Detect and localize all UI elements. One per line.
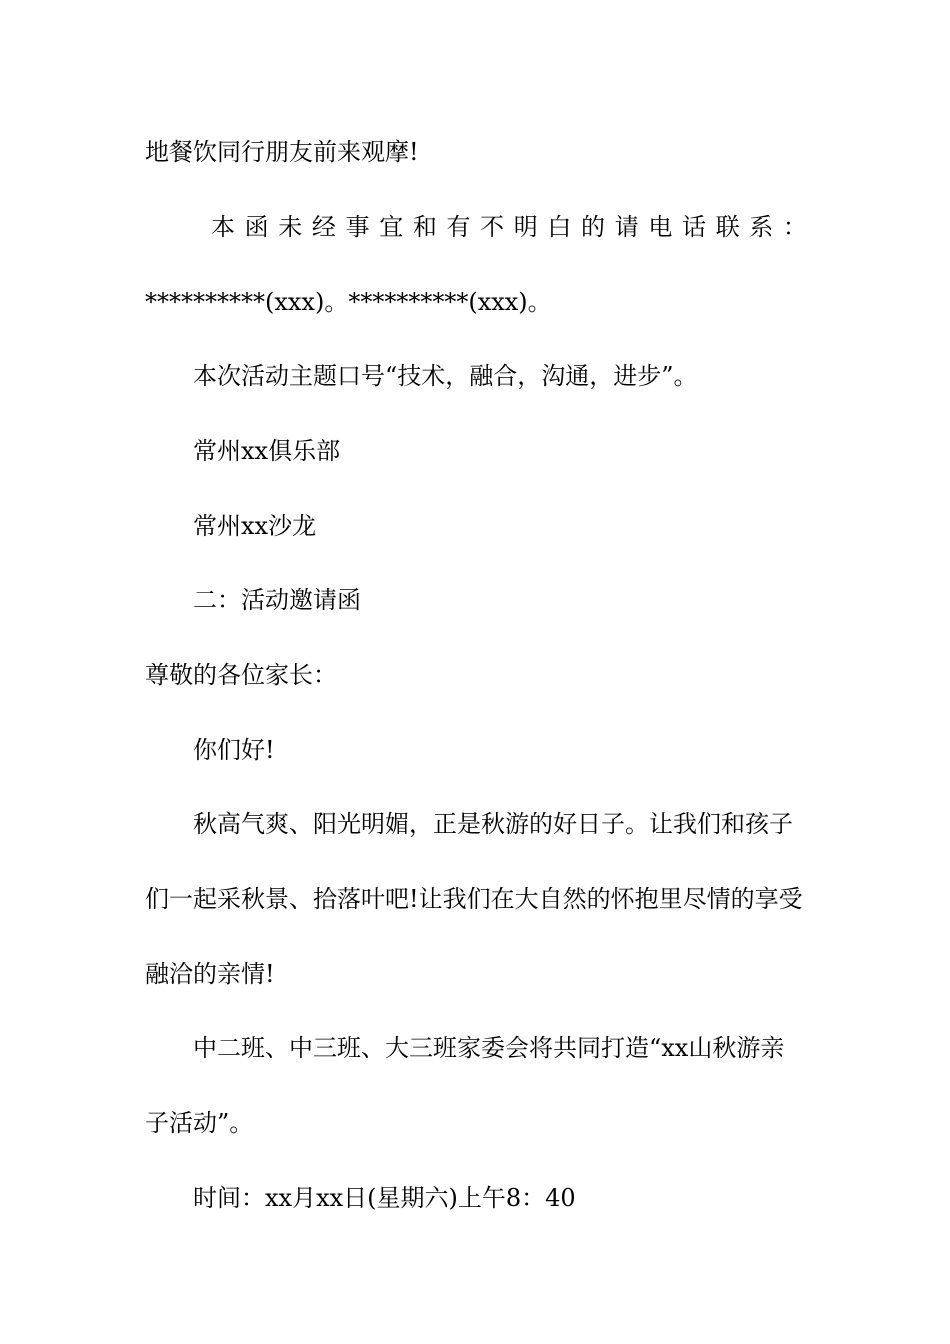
contact-line-justified: 本 函 未 经 事 宜 和 有 不 明 白 的 请 电 话 联 系 ： [211, 213, 807, 241]
signature-salon: 常州xx沙龙 [193, 512, 317, 540]
paragraph-line: 地餐饮同行朋友前来观摩! [145, 138, 419, 166]
greeting: 你们好! [193, 736, 275, 764]
salutation: 尊敬的各位家长： [145, 661, 337, 689]
paragraph-line: 们一起采秋景、拾落叶吧!让我们在大自然的怀抱里尽情的享受 [145, 885, 803, 913]
slogan-line: 本次活动主题口号“技术，融合，沟通，进步”。 [193, 362, 698, 390]
phone-numbers-line: **********(xxx)。**********(xxx)。 [145, 288, 552, 316]
signature-club: 常州xx俱乐部 [193, 437, 341, 465]
paragraph-line: 子活动”。 [145, 1109, 254, 1137]
paragraph-line: 秋高气爽、阳光明媚，正是秋游的好日子。让我们和孩子 [193, 810, 793, 838]
paragraph-line: 中二班、中三班、大三班家委会将共同打造“xx山秋游亲 [193, 1034, 785, 1062]
event-time-line: 时间：xx月xx日(星期六)上午8：40 [193, 1184, 576, 1212]
paragraph-line: 融洽的亲情! [145, 960, 275, 988]
section-heading: 二：活动邀请函 [193, 586, 361, 614]
